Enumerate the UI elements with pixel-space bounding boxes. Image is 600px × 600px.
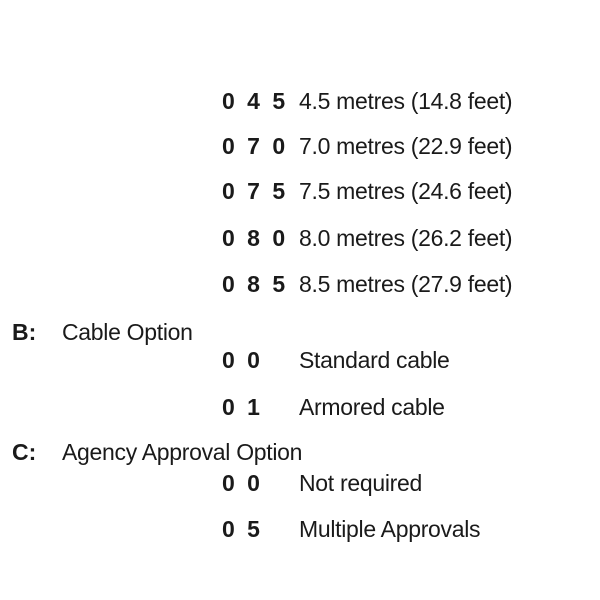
option-code: 0 4 5 [222, 88, 289, 114]
option-description: 4.5 metres (14.8 feet) [299, 88, 513, 114]
option-description: 7.0 metres (22.9 feet) [299, 133, 513, 159]
option-description: Armored cable [299, 394, 445, 420]
option-row [0, 176, 600, 206]
option-row [0, 392, 600, 422]
section-heading-c [0, 437, 600, 467]
section-heading-b [0, 317, 600, 347]
option-row [0, 514, 600, 544]
section-letter: C: [12, 439, 37, 465]
section-title: Cable Option [62, 319, 193, 345]
option-description: 8.0 metres (26.2 feet) [299, 225, 513, 251]
option-description: Not required [299, 470, 422, 496]
option-row [0, 468, 600, 498]
section-letter: B: [12, 319, 37, 345]
option-description: 8.5 metres (27.9 feet) [299, 271, 513, 297]
option-row [0, 345, 600, 375]
option-description: 7.5 metres (24.6 feet) [299, 178, 513, 204]
option-code: 0 7 5 [222, 178, 289, 204]
option-row [0, 131, 600, 161]
option-code: 0 0 [222, 470, 263, 496]
section-title: Agency Approval Option [62, 439, 303, 465]
option-row [0, 86, 600, 116]
option-row [0, 269, 600, 299]
option-code: 0 1 [222, 394, 263, 420]
option-code: 0 8 5 [222, 271, 289, 297]
option-code: 0 0 [222, 347, 263, 373]
option-code: 0 7 0 [222, 133, 289, 159]
option-code: 0 5 [222, 516, 263, 542]
option-description: Standard cable [299, 347, 450, 373]
option-code: 0 8 0 [222, 225, 289, 251]
option-row [0, 223, 600, 253]
option-description: Multiple Approvals [299, 516, 481, 542]
